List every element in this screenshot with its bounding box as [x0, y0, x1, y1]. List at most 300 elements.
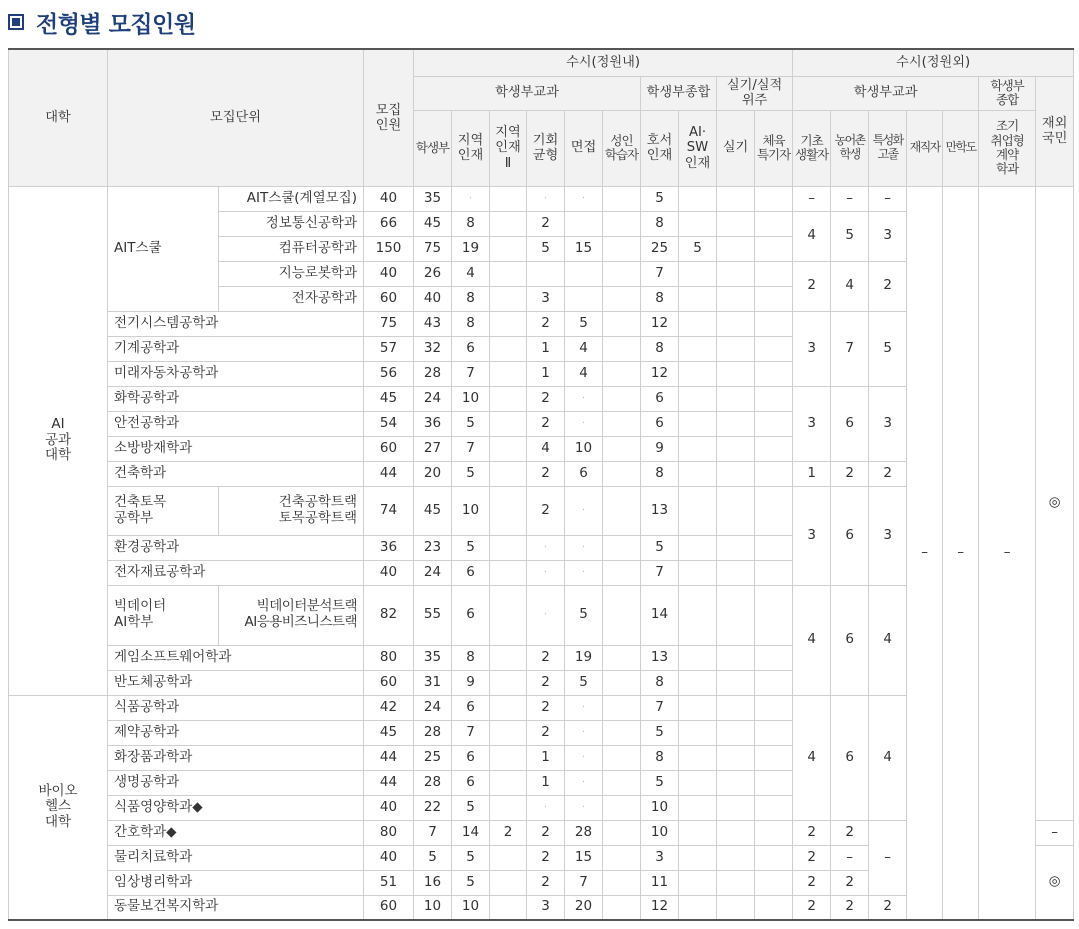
table-cell: 24	[414, 560, 452, 585]
table-cell: 동물보건복지학과	[108, 895, 364, 920]
header-c5: 면접	[565, 110, 603, 186]
table-cell	[490, 436, 527, 461]
table-cell: 35	[414, 186, 452, 211]
table-cell	[603, 311, 641, 336]
table-cell: ·	[565, 186, 603, 211]
page-title-text: 전형별 모집인원	[36, 11, 196, 38]
table-cell	[490, 895, 527, 920]
table-cell: 5	[565, 670, 603, 695]
table-cell: 19	[565, 645, 603, 670]
header-c11: 기초 생활자	[793, 110, 831, 186]
table-cell	[679, 845, 717, 870]
table-cell	[679, 311, 717, 336]
table-cell	[490, 211, 527, 236]
table-cell	[755, 361, 793, 386]
table-cell: 60	[364, 436, 414, 461]
table-cell: 5	[869, 311, 907, 386]
table-cell: 35	[414, 645, 452, 670]
table-cell: 6	[452, 695, 490, 720]
table-cell	[755, 336, 793, 361]
table-cell	[679, 486, 717, 535]
header-hakbujong-within: 학생부종합	[641, 76, 717, 110]
table-cell	[603, 386, 641, 411]
table-cell: 6	[641, 386, 679, 411]
table-cell: 생명공학과	[108, 770, 364, 795]
table-cell: 물리치료학과	[108, 845, 364, 870]
header-within: 수시(정원내)	[414, 49, 793, 76]
header-silgi: 실기/실적 위주	[717, 76, 793, 110]
table-cell: 6	[452, 745, 490, 770]
table-cell: 2	[869, 461, 907, 486]
table-cell	[490, 870, 527, 895]
table-cell: 60	[364, 895, 414, 920]
table-cell: 9	[452, 670, 490, 695]
table-cell	[755, 720, 793, 745]
table-cell: 31	[414, 670, 452, 695]
table-cell: 정보통신공학과	[219, 211, 364, 236]
table-cell	[527, 261, 565, 286]
table-cell: 2	[793, 261, 831, 311]
table-cell	[490, 261, 527, 286]
table-cell: 5	[414, 845, 452, 870]
header-c14: 재직자	[907, 110, 943, 186]
table-cell: 간호학과◆	[108, 820, 364, 845]
table-cell: 임상병리학과	[108, 870, 364, 895]
table-cell	[755, 386, 793, 411]
table-cell	[603, 560, 641, 585]
admission-table	[8, 48, 1074, 921]
table-cell	[755, 795, 793, 820]
table-cell: 1	[793, 461, 831, 486]
table-cell: 8	[452, 286, 490, 311]
table-cell: 빅데이터분석트랙 AI응용비즈니스트랙	[219, 585, 364, 645]
table-cell: ·	[527, 560, 565, 585]
bio-tokseong-cell: –	[869, 820, 907, 895]
table-cell: 54	[364, 411, 414, 436]
college-ai: AI 공과 대학	[9, 186, 108, 695]
table-cell: 26	[414, 261, 452, 286]
table-cell: 전자공학과	[219, 286, 364, 311]
unit-cell: AIT스쿨(계열모집)	[219, 186, 364, 211]
table-cell	[755, 486, 793, 535]
table-cell	[490, 560, 527, 585]
table-cell: 10	[641, 795, 679, 820]
table-cell	[717, 386, 755, 411]
table-cell: 4	[793, 585, 831, 695]
header-c6: 성인 학습자	[603, 110, 641, 186]
table-cell: 3	[793, 486, 831, 585]
table-cell: ·	[527, 535, 565, 560]
table-cell: 13	[641, 486, 679, 535]
table-cell: 2	[869, 895, 907, 920]
table-cell: ·	[565, 720, 603, 745]
table-cell: 7	[414, 820, 452, 845]
table-cell: 2	[527, 311, 565, 336]
table-cell: 3	[869, 486, 907, 585]
table-cell	[717, 770, 755, 795]
table-cell	[717, 560, 755, 585]
table-cell	[603, 720, 641, 745]
table-cell	[717, 795, 755, 820]
table-cell: 4	[452, 261, 490, 286]
table-cell: 2	[527, 645, 565, 670]
table-cell: ·	[565, 795, 603, 820]
table-cell	[717, 461, 755, 486]
table-cell: 7	[641, 695, 679, 720]
table-cell: 식품공학과	[108, 695, 364, 720]
table-cell	[679, 720, 717, 745]
table-cell	[679, 261, 717, 286]
table-cell: 4	[793, 695, 831, 820]
table-cell: 20	[565, 895, 603, 920]
header-unit: 모집단위	[108, 49, 364, 186]
table-cell	[717, 585, 755, 645]
table-cell	[490, 486, 527, 535]
table-cell: 8	[641, 670, 679, 695]
table-cell	[603, 695, 641, 720]
table-cell: 4	[793, 211, 831, 261]
table-cell: 6	[452, 585, 490, 645]
table-cell: 1	[527, 770, 565, 795]
table-cell	[755, 585, 793, 645]
table-cell: 소방방재학과	[108, 436, 364, 461]
table-cell: 식품영양학과◆	[108, 795, 364, 820]
table-cell: 8	[641, 745, 679, 770]
table-cell: ·	[565, 535, 603, 560]
table-cell	[565, 286, 603, 311]
table-cell	[755, 770, 793, 795]
table-cell	[490, 745, 527, 770]
table-cell	[755, 845, 793, 870]
header-c12: 농어촌 학생	[831, 110, 869, 186]
table-cell: 제약공학과	[108, 720, 364, 745]
header-quota: 모집 인원	[364, 49, 414, 186]
table-cell	[717, 820, 755, 845]
table-cell	[717, 745, 755, 770]
table-cell	[679, 870, 717, 895]
table-cell: 2	[793, 895, 831, 920]
header-hakbugyo-within: 학생부교과	[414, 76, 641, 110]
table-cell: 5	[452, 461, 490, 486]
table-cell: 5	[452, 845, 490, 870]
table-cell	[717, 870, 755, 895]
table-cell	[755, 560, 793, 585]
table-cell: 6	[452, 560, 490, 585]
table-cell	[679, 286, 717, 311]
table-cell: 10	[452, 895, 490, 920]
table-cell: 5	[452, 411, 490, 436]
table-cell: 3	[869, 386, 907, 461]
group-bigdata: 빅데이터 AI학부	[108, 585, 219, 645]
table-cell	[603, 895, 641, 920]
table-cell: 5	[452, 535, 490, 560]
table-cell: 75	[364, 311, 414, 336]
table-cell: 51	[364, 870, 414, 895]
table-cell	[679, 745, 717, 770]
table-cell	[755, 411, 793, 436]
table-cell	[603, 585, 641, 645]
table-cell: 10	[452, 486, 490, 535]
table-cell: 2	[527, 486, 565, 535]
table-cell	[755, 670, 793, 695]
table-cell: 40	[364, 560, 414, 585]
table-cell	[679, 695, 717, 720]
header-hakbugyo-outside: 학생부교과	[793, 76, 979, 110]
table-cell	[717, 720, 755, 745]
table-cell: 14	[452, 820, 490, 845]
table-cell: ·	[565, 560, 603, 585]
table-cell	[490, 720, 527, 745]
table-cell	[490, 311, 527, 336]
table-cell	[755, 645, 793, 670]
table-cell: 5	[831, 211, 869, 261]
table-cell	[490, 286, 527, 311]
manhak-cell: –	[943, 186, 979, 920]
table-cell: 7	[641, 261, 679, 286]
table-cell: ·	[565, 745, 603, 770]
header-c13: 특성화 고졸	[869, 110, 907, 186]
table-cell	[679, 461, 717, 486]
table-cell: 안전공학과	[108, 411, 364, 436]
header-c10: 체육 특기자	[755, 110, 793, 186]
table-cell: 2	[490, 820, 527, 845]
table-cell	[717, 236, 755, 261]
square-bullet-icon	[8, 14, 24, 30]
table-cell	[717, 845, 755, 870]
table-cell	[717, 211, 755, 236]
table-cell	[717, 311, 755, 336]
table-cell: 14	[641, 585, 679, 645]
overseas-cell-3: ◎	[1036, 845, 1074, 920]
table-cell: 1	[527, 336, 565, 361]
table-cell	[565, 211, 603, 236]
table-cell: 지능로봇학과	[219, 261, 364, 286]
table-cell: 5	[679, 236, 717, 261]
header-overseas: 재외 국민	[1036, 76, 1074, 186]
table-cell	[755, 286, 793, 311]
table-cell: ·	[565, 695, 603, 720]
table-cell	[603, 211, 641, 236]
table-cell	[755, 436, 793, 461]
table-cell: 3	[641, 845, 679, 870]
table-cell	[603, 645, 641, 670]
table-cell: 44	[364, 745, 414, 770]
table-cell: 11	[641, 870, 679, 895]
table-cell	[717, 670, 755, 695]
table-cell: ·	[527, 795, 565, 820]
table-cell: 3	[527, 286, 565, 311]
table-cell: –	[793, 186, 831, 211]
table-cell: 150	[364, 236, 414, 261]
table-cell	[755, 695, 793, 720]
table-cell: 6	[565, 461, 603, 486]
table-cell: 2	[527, 211, 565, 236]
table-cell	[755, 311, 793, 336]
table-cell: 컴퓨터공학과	[219, 236, 364, 261]
table-cell: 6	[831, 386, 869, 461]
table-cell	[679, 211, 717, 236]
table-cell	[755, 186, 793, 211]
table-cell: 2	[527, 670, 565, 695]
table-cell: 28	[414, 361, 452, 386]
table-cell: 75	[414, 236, 452, 261]
table-cell: 게임소프트웨어학과	[108, 645, 364, 670]
table-cell: 40	[414, 286, 452, 311]
table-cell: 60	[364, 670, 414, 695]
table-cell	[490, 461, 527, 486]
table-cell	[755, 870, 793, 895]
table-cell: 6	[831, 585, 869, 695]
header-hakbujong-outside: 학생부 종합	[979, 76, 1036, 110]
table-cell: 5	[565, 311, 603, 336]
table-cell: 8	[641, 211, 679, 236]
table-cell: 57	[364, 336, 414, 361]
header-c4: 기회 균형	[527, 110, 565, 186]
table-cell: 40	[364, 795, 414, 820]
table-cell	[603, 535, 641, 560]
table-cell	[565, 261, 603, 286]
table-cell: 7	[831, 311, 869, 386]
table-cell: 32	[414, 336, 452, 361]
table-cell: ·	[565, 411, 603, 436]
table-cell: 60	[364, 286, 414, 311]
table-cell	[603, 261, 641, 286]
table-cell	[755, 236, 793, 261]
table-cell	[755, 895, 793, 920]
table-cell: 24	[414, 386, 452, 411]
table-cell: 전자재료공학과	[108, 560, 364, 585]
table-cell: 2	[793, 870, 831, 895]
table-cell: 6	[641, 411, 679, 436]
table-cell	[603, 411, 641, 436]
college-bio: 바이오 헬스 대학	[9, 695, 108, 920]
table-cell	[603, 336, 641, 361]
table-cell	[717, 186, 755, 211]
table-cell	[603, 486, 641, 535]
header-c8: AI· SW 인재	[679, 110, 717, 186]
table-cell: 건축학과	[108, 461, 364, 486]
table-cell	[679, 436, 717, 461]
table-cell: 2	[527, 386, 565, 411]
table-cell: 80	[364, 645, 414, 670]
table-cell: 12	[641, 311, 679, 336]
table-cell	[490, 695, 527, 720]
table-cell: 44	[364, 461, 414, 486]
table-cell	[603, 795, 641, 820]
table-cell: 28	[414, 770, 452, 795]
table-cell: ·	[565, 386, 603, 411]
table-cell: ·	[452, 186, 490, 211]
table-cell: 4	[527, 436, 565, 461]
table-cell: 7	[452, 720, 490, 745]
table-cell	[603, 670, 641, 695]
table-cell: 8	[452, 211, 490, 236]
table-cell	[603, 745, 641, 770]
table-cell: 24	[414, 695, 452, 720]
table-cell: 미래자동차공학과	[108, 361, 364, 386]
table-cell	[755, 261, 793, 286]
table-cell: 15	[565, 845, 603, 870]
table-cell: 36	[414, 411, 452, 436]
table-cell: 7	[641, 560, 679, 585]
table-cell	[490, 361, 527, 386]
table-cell: 10	[414, 895, 452, 920]
table-cell: 12	[641, 895, 679, 920]
table-cell	[717, 645, 755, 670]
table-cell: 5	[641, 770, 679, 795]
table-cell	[679, 820, 717, 845]
header-c7: 호서 인재	[641, 110, 679, 186]
table-cell: 25	[641, 236, 679, 261]
header-c1: 학생부	[414, 110, 452, 186]
jaejik-cell: –	[907, 186, 943, 920]
table-cell	[490, 585, 527, 645]
table-cell	[490, 795, 527, 820]
header-univ: 대학	[9, 49, 108, 186]
table-cell: 82	[364, 585, 414, 645]
header-c3: 지역 인재 Ⅱ	[490, 110, 527, 186]
header-c15: 만학도	[943, 110, 979, 186]
table-cell	[603, 870, 641, 895]
table-cell	[490, 236, 527, 261]
table-cell	[717, 261, 755, 286]
table-cell	[490, 186, 527, 211]
table-cell: 13	[641, 645, 679, 670]
table-cell	[755, 745, 793, 770]
table-cell: 5	[641, 720, 679, 745]
table-cell: 2	[831, 461, 869, 486]
table-cell: 화학공학과	[108, 386, 364, 411]
table-cell	[679, 336, 717, 361]
table-cell: 40	[364, 845, 414, 870]
table-cell: 3	[793, 311, 831, 386]
table-cell: ·	[527, 186, 565, 211]
overseas-cell-2: –	[1036, 820, 1074, 845]
table-cell	[603, 845, 641, 870]
table-cell: 45	[364, 720, 414, 745]
table-cell: 4	[869, 695, 907, 820]
table-cell: 44	[364, 770, 414, 795]
table-cell: 43	[414, 311, 452, 336]
table-cell	[717, 486, 755, 535]
table-cell	[603, 461, 641, 486]
table-cell: 5	[565, 585, 603, 645]
table-cell: 5	[527, 236, 565, 261]
table-cell: 8	[452, 645, 490, 670]
header-c16: 조기 취업형 계약 학과	[979, 110, 1036, 186]
table-cell	[490, 535, 527, 560]
table-cell	[679, 535, 717, 560]
table-cell	[490, 845, 527, 870]
table-cell: ·	[527, 585, 565, 645]
page-title	[8, 4, 196, 40]
table-cell	[603, 286, 641, 311]
table-cell: –	[869, 186, 907, 211]
table-cell: 20	[414, 461, 452, 486]
table-cell: 8	[452, 311, 490, 336]
group-arch: 건축토목 공학부	[108, 486, 219, 535]
table-cell: 4	[565, 336, 603, 361]
table-cell: 25	[414, 745, 452, 770]
table-cell	[717, 286, 755, 311]
table-cell: 6	[452, 770, 490, 795]
table-cell	[755, 211, 793, 236]
table-cell	[679, 795, 717, 820]
table-cell: 6	[452, 336, 490, 361]
table-cell: 45	[414, 211, 452, 236]
table-cell: 5	[452, 795, 490, 820]
table-cell	[717, 361, 755, 386]
